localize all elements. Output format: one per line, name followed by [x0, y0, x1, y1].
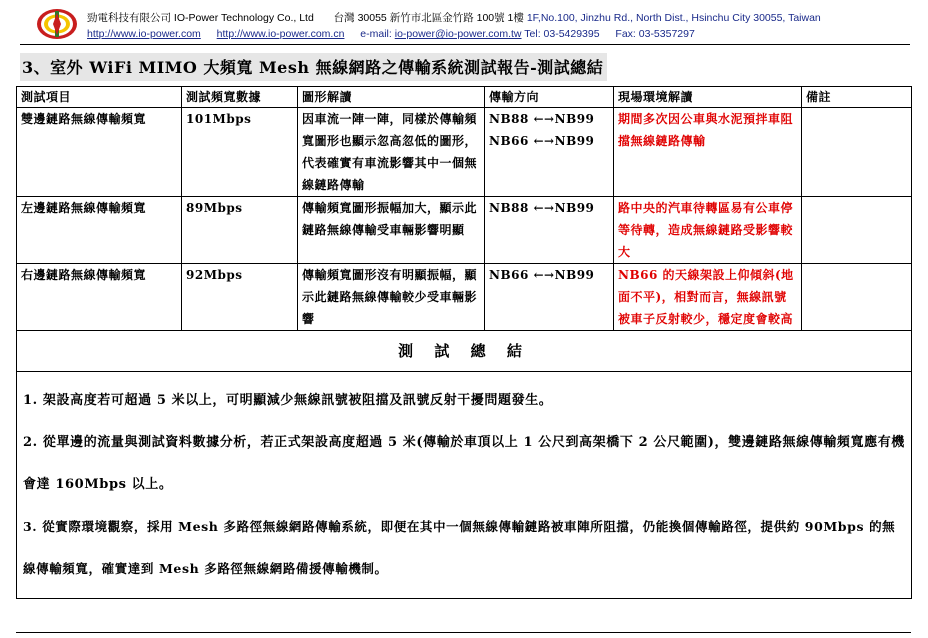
email-label: e-mail:	[360, 28, 392, 40]
note-cell	[802, 197, 912, 264]
environment-cell: 期間多次因公車與水泥預拌車阻擋無線鏈路傳輸	[614, 108, 802, 197]
column-header: 備註	[802, 87, 912, 108]
graph-reading-cell: 傳輸頻寬圖形沒有明顯振幅，顯示此鏈路無線傳輸較少受車輛影響	[298, 264, 485, 331]
summary-body	[17, 372, 912, 599]
address-en: 1F,No.100, Jinzhu Rd., North Dist., Hsinchu City 30055, Taiwan	[526, 12, 821, 24]
graph-reading-cell: 傳輸頻寬圖形振幅加大，顯示此鏈路無線傳輸受車輛影響明顯	[298, 197, 485, 264]
test-item-cell: 右邊鏈路無線傳輸頻寬	[17, 264, 182, 331]
column-header: 現場環境解讀	[614, 87, 802, 108]
direction-value: NB88 ←→NB99	[489, 112, 595, 126]
company-name-en: IO-Power Technology Co., Ltd	[173, 12, 314, 24]
tel-number: Tel: 03-5429395	[524, 28, 600, 40]
summary-item: 1. 架設高度若可超過 5 米以上，可明顯減少無線訊號被阻擋及訊號反射干擾問題發生。	[23, 393, 553, 408]
bandwidth-cell: 92Mbps	[182, 264, 298, 331]
summary-item: 2. 從單邊的流量與測試資料數據分析，若正式架設高度超過 5 米(傳輸於車頂以上 1 公尺到高架橋下 2 公尺範圍)，雙邊鏈路無線傳輸頻寬應有機會達 160Mbps 以上。	[23, 435, 905, 492]
company-name-zh: 勁電科技有限公司	[87, 12, 171, 24]
column-header: 傳輸方向	[485, 87, 614, 108]
test-results-table	[16, 86, 912, 599]
direction-cell	[485, 197, 614, 264]
environment-cell: NB66 的天線架設上仰傾斜(地面不平)，相對而言，無線訊號被車子反射較少，穩定度會較高	[614, 264, 802, 331]
graph-reading-cell: 因車流一陣一陣，同樣於傳輸頻寬圖形也顯示忽高忽低的圖形，代表確實有車流影響其中一個無線鏈路傳輸	[298, 108, 485, 197]
column-header: 測試項目	[17, 87, 182, 108]
fax-number: Fax: 03-5357297	[615, 28, 695, 40]
environment-cell: 路中央的汽車待轉區易有公車停等待轉，造成無線鏈路受影響較大	[614, 197, 802, 264]
email-link[interactable]: io-power@io-power.com.tw	[394, 28, 522, 40]
note-cell	[802, 108, 912, 197]
summary-title: 測 試 總 結	[17, 331, 912, 372]
section-title: 3、室外 WiFi MIMO 大頻寬 Mesh 無線網路之傳輸系統測試報告-測試總結	[20, 53, 607, 81]
direction-value: NB88 ←→NB99	[489, 201, 595, 215]
test-item-cell: 左邊鏈路無線傳輸頻寬	[17, 197, 182, 264]
table-row	[17, 197, 912, 264]
letterhead-line-1	[87, 10, 821, 25]
table-header-row	[17, 87, 912, 108]
direction-cell	[485, 264, 614, 331]
footer-divider	[16, 632, 911, 633]
direction-value: NB66 ←→NB99	[489, 268, 595, 282]
website-link-com[interactable]: http://www.io-power.com	[87, 28, 201, 40]
io-power-logo-icon	[36, 8, 78, 40]
direction-cell	[485, 108, 614, 197]
column-header: 測試頻寬數據	[182, 87, 298, 108]
summary-item: 3. 從實際環境觀察，採用 Mesh 多路徑無線網路傳輸系統，即便在其中一個無線傳輸鏈路被車陣所阻擋，仍能換個傳輸路徑，提供約 90Mbps 的無線傳輸頻寬，確實達到 Mesh 多路徑無線網路備援傳輸機制。	[23, 519, 896, 576]
summary-title-row	[17, 331, 912, 372]
letterhead	[20, 6, 910, 45]
address-zh: 台灣 30055 新竹市北區金竹路 100號 1樓	[333, 12, 524, 24]
summary-body-row	[17, 372, 912, 599]
direction-value: NB66 ←→NB99	[489, 134, 595, 148]
note-cell	[802, 264, 912, 331]
bandwidth-cell: 101Mbps	[182, 108, 298, 197]
website-link-cn[interactable]: http://www.io-power.com.cn	[216, 28, 345, 40]
table-row	[17, 108, 912, 197]
letterhead-line-2	[87, 28, 695, 40]
bandwidth-cell: 89Mbps	[182, 197, 298, 264]
table-row	[17, 264, 912, 331]
column-header: 圖形解讀	[298, 87, 485, 108]
test-item-cell: 雙邊鏈路無線傳輸頻寬	[17, 108, 182, 197]
